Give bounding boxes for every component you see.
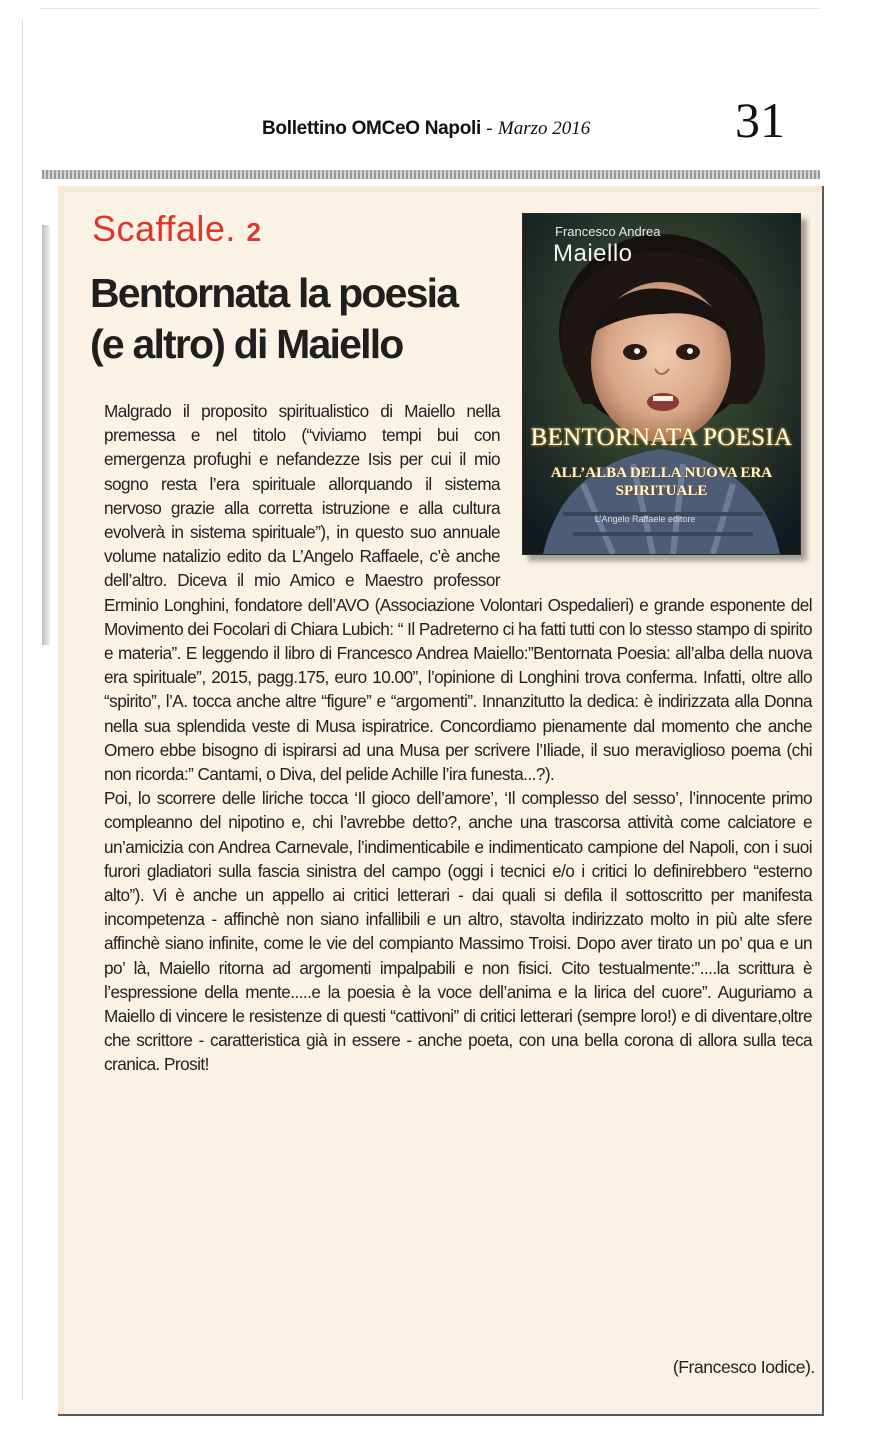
cover-subtitle-line-1: ALL’ALBA DELLA NUOVA ERA xyxy=(550,465,773,481)
paragraph-2: Poi, lo scorrere delle liriche tocca ‘Il gioco dell’amore’, ‘Il complesso del sesso’, l’innocente primo compleanno del nipotino e, chi l’avrebbe detto?, anche una trascorsa attività come calciatore e un’amicizia con Andrea Carnevale, l’indimenticabile e indimenticato campione del Napoli, con i suoi furori gladiatori sulla fascia sinistra del campo (oggi i tecnici e/o i critici lo definirebbero “esterno alto”). Vi è anche un appello ai critici letterari - dai quali si defila il sottoscritto per manifesta incompetenza - affinchè non siano infallibili e un altro, stavolta indirizzato molto in più alte sfere affinchè siano infinite, come le vie del compianto Massimo Troisi. Dopo aver tirato un po’ qua e un po’ là, Maiello ritorna ad argomenti impalpabili e non fisici. Cito testualmente:”....la scrittura è l’espressione della mente.....e la poesia è la voce dell’anima e la lirica del cuore”. Auguriamo a Maiello di vincere le resistenze di questi “cattivoni” di critici letterari (sempre loro!) e di diventare,oltre che scrittore - caratteristica già in essere - anche poeta, con una bella corona di allora sulla teca cranica. Prosit! xyxy=(104,788,812,1075)
book-cover-image xyxy=(522,213,801,555)
title-line-1: Bentornata la poesia xyxy=(90,270,458,316)
page-number: 31 xyxy=(735,92,785,148)
header-separator: - xyxy=(486,118,493,139)
running-header xyxy=(262,118,590,140)
cover-author-first-name: Francesco Andrea xyxy=(555,224,661,239)
issue-date: Marzo 2016 xyxy=(497,118,591,139)
cover-subtitle-line-2: SPIRITUALE xyxy=(615,483,708,499)
cover-author-last-name: Maiello xyxy=(553,240,633,267)
top-rule xyxy=(40,8,820,9)
section-number: 2 xyxy=(246,217,262,247)
section-label xyxy=(92,208,261,250)
left-rule xyxy=(22,20,23,1400)
article-title xyxy=(90,268,510,370)
paragraph-1: Malgrado il proposito spiritualistico di Maiello nella premessa e nel titolo (“viviamo tempi bui con emergenza profughi e nefandezze Isis per cui il mio sogno resta l’era spirituale allorquando il sistema nervoso grazie alla corretta istruzione e alla cultura evolverà in sistema spirituale”), in questo suo annuale volume natalizio edito da L’Angelo Raffaele, c’è anche dell’altro. Diceva il mio Amico e Maestro professor Erminio Longhini, fondatore dell’AVO (Associazione Volontari Ospedalieri) e grande esponente del Movimento dei Focolari di Chiara Lubich: “ Il Padreterno ci ha fatti tutti con lo stesso stampo di spirito e materia”. E leggendo il libro di Francesco Andrea Maiello:”Bentornata Poesia: all’alba della nuova era spirituale”, 2015, pagg.175, euro 10.00”, l’opinione di Longhini trova conferma. Infatti, oltre allo “spirito”, l’A. tocca anche altre “figure” e “argomenti”. Innanzitutto la dedica: è indirizzata alla Donna nella sua splendida veste di Musa ispiratrice. Concordiamo pienamente dal momento che anche Omero ebbe bisogno di ispirarsi ad una Musa per scrivere l’Iliade, il suo meraviglioso poema (chi non ricorda:” Cantami, o Diva, del pelide Achille l’ira funesta...?). xyxy=(104,401,812,785)
scan-edge-shadow xyxy=(42,225,50,645)
cover-publisher: L’Angelo Raffaele editore xyxy=(595,514,696,524)
section-name: Scaffale. xyxy=(92,208,236,249)
author-signature: (Francesco Iodice). xyxy=(672,1357,815,1377)
cover-title: BENTORNATA POESIA xyxy=(530,424,793,451)
title-line-2: (e altro) di Maiello xyxy=(90,321,403,367)
publication-name: Bollettino OMCeO Napoli xyxy=(262,118,481,139)
header-band xyxy=(42,170,820,179)
cover-subtitle xyxy=(523,464,800,500)
